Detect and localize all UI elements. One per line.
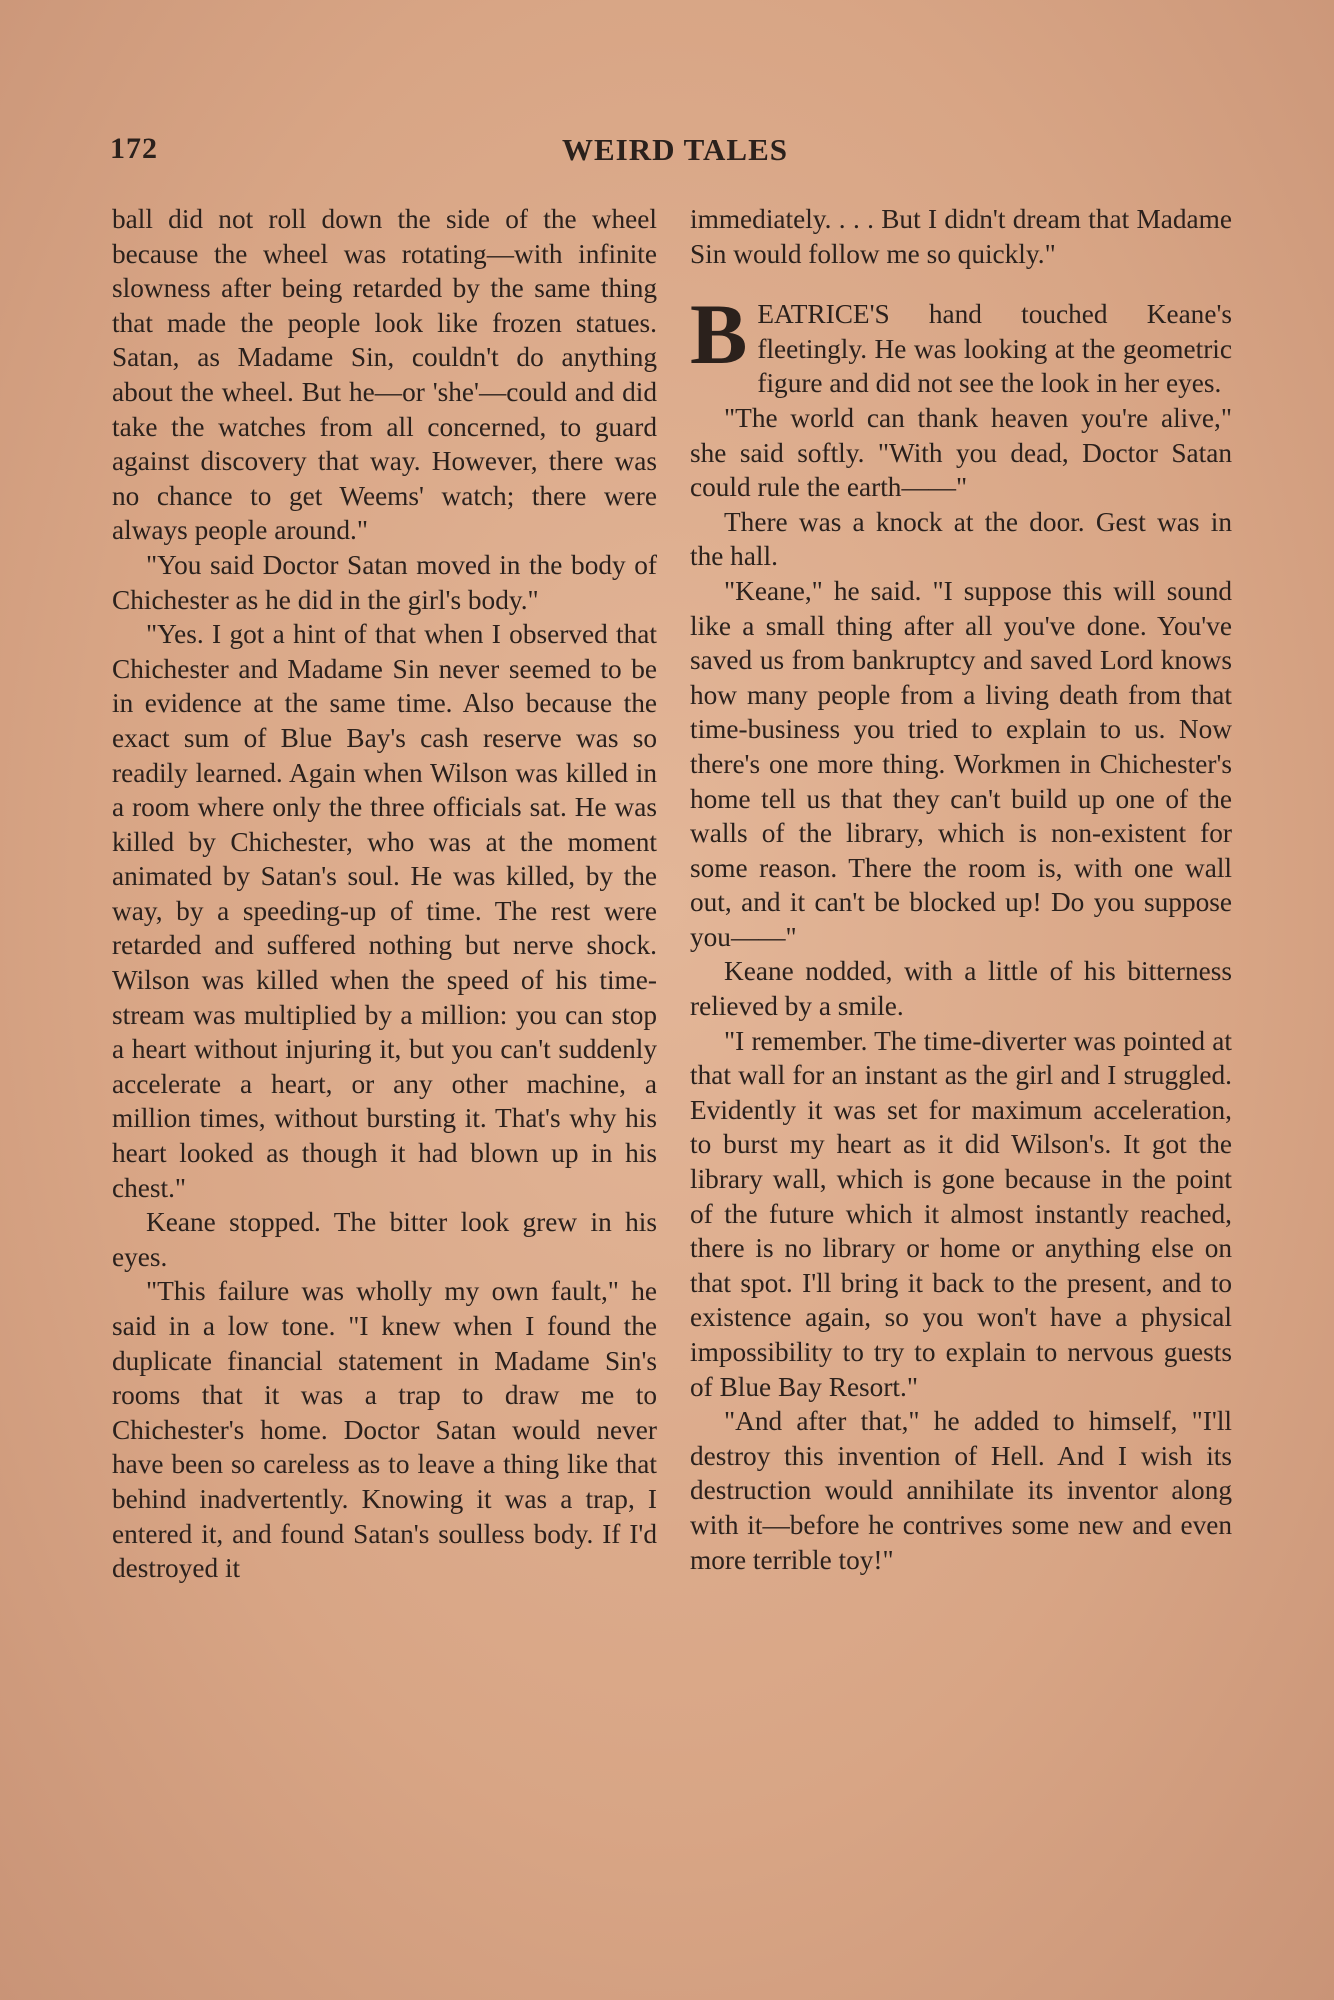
paragraph-text: EATRICE'S hand touched Keane's fleetingly. He was looking at the geometric figure and did not see the look in her eyes. bbox=[757, 299, 1232, 399]
paragraph: There was a knock at the door. Gest was in the hall. bbox=[690, 506, 1232, 572]
paragraph: Keane stopped. The bitter look grew in his eyes. bbox=[112, 1207, 657, 1272]
running-title: WEIRD TALES bbox=[561, 132, 789, 167]
page-number: 172 bbox=[110, 132, 158, 165]
drop-cap: B bbox=[690, 286, 748, 383]
paragraph-with-drop-cap bbox=[690, 286, 1232, 401]
page-header bbox=[110, 132, 1240, 178]
paragraph: "Yes. I got a hint of that when I observed that Chichester and Madame Sin never seemed to be in evidence at the same time. Also because the exact sum of Blue Bay's cash reserve was so readily learned. Again when Wilson was killed in a room where only the three officials sat. He was killed by Chichester, who was at the moment animated by Satan's soul. He was killed, by the way, by a speeding-up of time. The rest were retarded and suffered nothing but nerve shock. Wilson was killed when the speed of his time-stream was multiplied by a million: you can stop a heart without injuring it, but you can't suddenly accelerate a heart, or any other machine, a million times, without bursting it. That's why his heart looked as though it had blown up in his chest." bbox=[112, 619, 657, 1203]
paragraph: ball did not roll down the side of the wheel because the wheel was rotating—with infinite slowness after being retarded by the same thing that made the people look like frozen statues. Satan, as Madame Sin, couldn't do anything about the wheel. But he—or 'she'—could and did take the watches from all concerned, to guard against discovery that way. However, there was no chance to get Weems' watch; there were always people around." bbox=[112, 204, 657, 546]
paragraph: "You said Doctor Satan moved in the body of Chichester as he did in the girl's body." bbox=[112, 549, 657, 615]
paragraph: "Keane," he said. "I suppose this will sound like a small thing after all you've done. You've saved us from bankruptcy and saved Lord knows how many people from a living death from that time-business you tried to explain to us. Now there's one more thing. Workmen in Chichester's home tell us that they can't build up one of the walls of the library, which is non-existent for some reason. There the room is, with one wall out, and it can't be blocked up! Do you suppose you——" bbox=[690, 575, 1232, 952]
paragraph: "This failure was wholly my own fault," he said in a low tone. "I knew when I found the duplicate financial statement in Madame Sin's rooms that it was a trap to draw me to Chichester's home. Doctor Satan would never have been so careless as to leave a thing like that behind inadvertently. Knowing it was a trap, I entered it, and found Satan's soulless body. If I'd destroyed it bbox=[112, 1276, 657, 1584]
paragraph: immediately. . . . But I didn't dream that Madame Sin would follow me so quickly." bbox=[690, 204, 1232, 269]
paragraph: "The world can thank heaven you're alive," she said softly. "With you dead, Doctor Satan could rule the earth——" bbox=[690, 402, 1232, 503]
right-column bbox=[690, 202, 1232, 1577]
paragraph: "I remember. The time-diverter was pointed at that wall for an instant as the girl and I struggled. Evidently it was set for maximum acceleration, to burst my heart as it did Wilson's. It got the library wall, which is gone because in the point of the future which it almost instantly reached, there is no library or home or anything else on that spot. I'll bring it back to the present, and to existence again, so you won't have a physical impossibility to try to explain to nervous guests of Blue Bay Resort." bbox=[690, 1025, 1232, 1402]
paragraph: "And after that," he added to himself, "I'll destroy this invention of Hell. And I wish its destruction would annihilate its inventor along with it—before he contrives some new and even more terrible toy!" bbox=[690, 1406, 1232, 1575]
left-column bbox=[112, 202, 657, 1586]
paragraph: Keane nodded, with a little of his bitterness relieved by a smile. bbox=[690, 956, 1232, 1022]
